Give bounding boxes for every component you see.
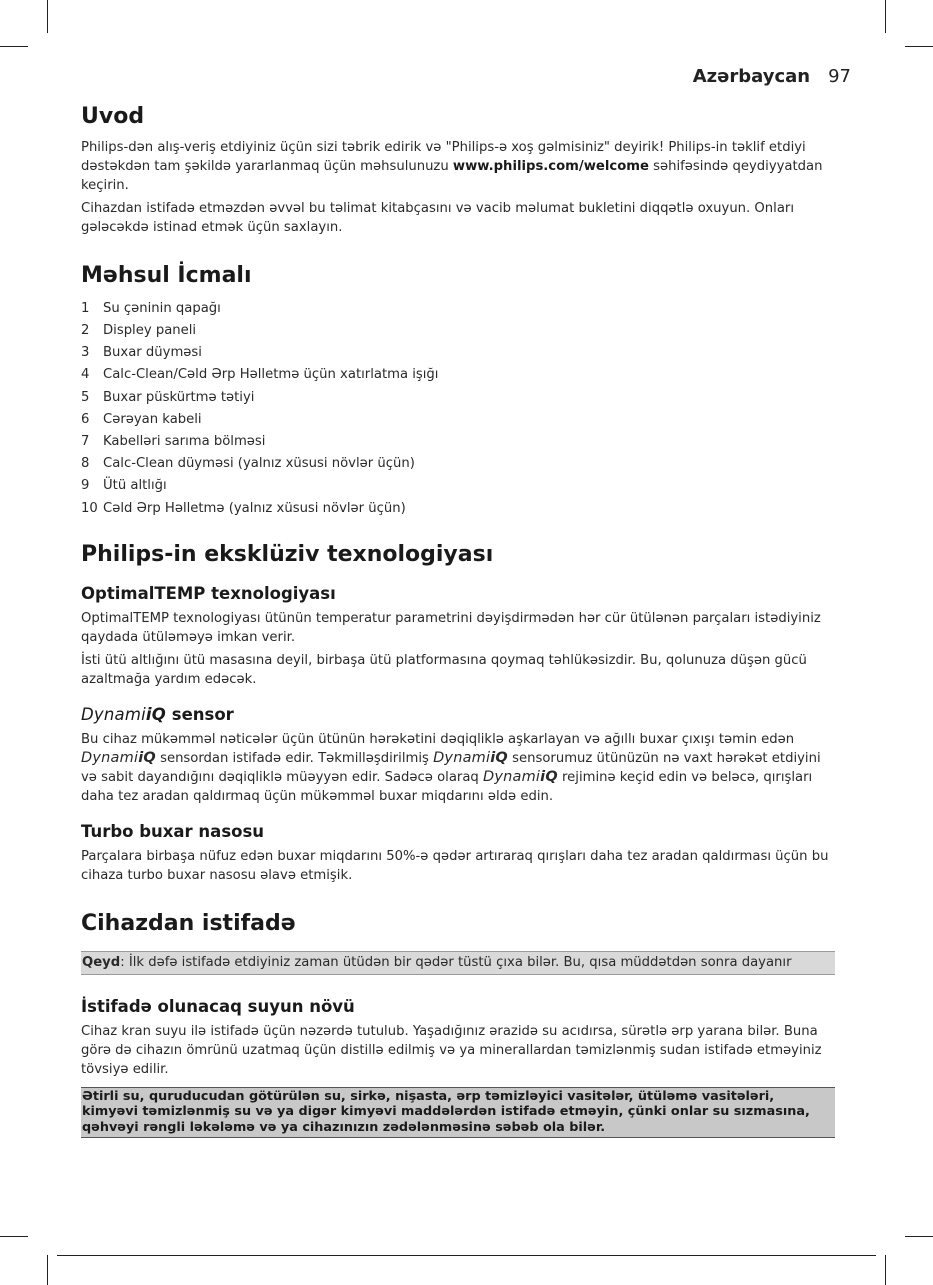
note-text: : İlk dəfə istifadə etdiyiniz zaman ütüdən bir qədər tüstü çıxa bilər. Bu, qısa müddətdən sonra dayanır	[120, 954, 792, 970]
optimaltemp-title: OptimalTEMP texnologiyası	[81, 584, 336, 604]
note-box	[81, 951, 835, 975]
header-language: Azərbaycan	[692, 66, 811, 87]
crop-mark	[885, 0, 886, 33]
dynamiq-logo: DynamiiQ	[433, 749, 508, 766]
dynamiq-title: DynamiiQ sensor	[81, 705, 234, 724]
dynamiq-paragraph: Bu cihaz mükəmməl nəticələr üçün ütünün hərəkətini dəqiqliklə aşkarlayan və ağıllı buxar çıxışı təmin edən DynamiiQ sensordan istifadə edir. Təkmilləşdirilmiş DynamiiQ sensorumuz ütünüzün nə vaxt hərəkət etdiyini və sabit dayandığını dəqiqliklə müəyyən edir. Sadəcə olaraq DynamiiQ rejiminə keçid edin və beləcə, qırışları daha tez aradan qaldırmaq üçün mükəmməl buxar miqdarını əldə edin.	[81, 731, 821, 804]
list-item: 10 Cəld Ərp Həlletmə (yalnız xüsusi növlər üçün)	[81, 500, 406, 516]
usage-title: Cihazdan istifadə	[81, 910, 296, 936]
list-item: 6 Cərəyan kabeli	[81, 411, 202, 427]
optimaltemp-paragraph-1: OptimalTEMP texnologiyası ütünün temperatur parametrini dəyişdirmədən hər cür ütülənən parçaları istədiyiniz qaydada ütüləməyə imkan verir.	[81, 611, 821, 645]
crop-mark	[0, 1236, 28, 1237]
page-number: 97	[828, 66, 851, 87]
list-item: 4 Calc-Clean/Cəld Ərp Həlletmə üçün xatırlatma işığı	[81, 367, 439, 383]
list-item: 8 Calc-Clean düyməsi (yalnız xüsusi növlər üçün)	[81, 456, 415, 472]
list-item: 1 Su çəninin qapağı	[81, 300, 221, 316]
technology-title: Philips-in eksklüziv texnologiyası	[81, 541, 494, 567]
welcome-link[interactable]: www.philips.com/welcome	[452, 159, 649, 175]
list-item: 5 Buxar püskürtmə tətiyi	[81, 389, 255, 405]
page-header	[693, 66, 851, 87]
overview-title: Məhsul İcmalı	[81, 263, 252, 289]
page-content	[81, 104, 835, 1138]
crop-mark	[47, 1255, 48, 1285]
water-type-paragraph: Cihaz kran suyu ilə istifadə üçün nəzərdə tutulub. Yaşadığınız ərazidə su acıdırsa, sürətlə ərp yarana bilər. Buna görə də cihazın ömrünü uzatmaq üçün distillə edilmiş və ya minerallardan təmizlənmiş sudan istifadə etməyiniz tövsiyə edilir.	[81, 1023, 822, 1077]
list-item: 9 Ütü altlığı	[81, 478, 167, 494]
dynamiq-logo: DynamiiQ	[482, 768, 558, 785]
warning-box: Ətirli su, quruducudan götürülən su, sirkə, nişasta, ərp təmizləyici vasitələr, ütüləmə vasitələri, kimyəvi təmizlənmiş su və ya digər kimyəvi maddələrdən istifadə etməyin, çünki onlar su sızmasına, qəhvəyi rəngli ləkələmə və ya cihazınızın zədələnməsinə səbəb ola bilər.	[81, 1087, 835, 1139]
turbo-title: Turbo buxar nasosu	[81, 821, 265, 841]
list-item: 2 Displey paneli	[81, 322, 197, 338]
water-type-title: İstifadə olunacaq suyun növü	[81, 996, 355, 1016]
intro-paragraph-1: Philips-dən alış-veriş etdiyiniz üçün sizi təbrik edirik və "Philips-ə xoş gəlmisiniz" deyirik! Philips-in təklif etdiyi dəstəkdən tam şəkildə yararlanmaq üçün məhsulunuzu www.philips.com/welcome səhifəsində qeydiyyatdan keçirin.	[81, 140, 823, 194]
note-label: Qeyd	[82, 954, 121, 970]
crop-mark	[57, 1255, 876, 1256]
intro-paragraph-2: Cihazdan istifadə etməzdən əvvəl bu təlimat kitabçasını və vacib məlumat bukletini diqqətlə oxuyun. Onları gələcəkdə istinad etmək üçün saxlayın.	[81, 201, 794, 236]
crop-mark	[0, 46, 28, 47]
crop-mark	[905, 46, 933, 47]
turbo-paragraph: Parçalara birbaşa nüfuz edən buxar miqdarını 50%-ə qədər artıraraq qırışları daha tez aradan qaldırması üçün bu cihaza turbo buxar nasosu əlavə etmişik.	[81, 848, 829, 883]
list-item: 3 Buxar düyməsi	[81, 345, 202, 361]
list-item: 7 Kabelləri sarıma bölməsi	[81, 434, 266, 449]
intro-title: Uvod	[81, 104, 145, 129]
optimaltemp-paragraph-2: İsti ütü altlığını ütü masasına deyil, birbaşa ütü platformasına qoymaq təhlükəsizdir. Bu, qolunuza düşən gücü azaltmağa yardım edəcək.	[81, 653, 807, 687]
dynamiq-logo: DynamiiQ	[81, 705, 166, 724]
dynamiq-logo: DynamiiQ	[81, 749, 156, 766]
crop-mark	[47, 0, 48, 33]
overview-list	[81, 298, 835, 520]
crop-mark	[885, 1255, 886, 1285]
crop-mark	[905, 1236, 933, 1237]
